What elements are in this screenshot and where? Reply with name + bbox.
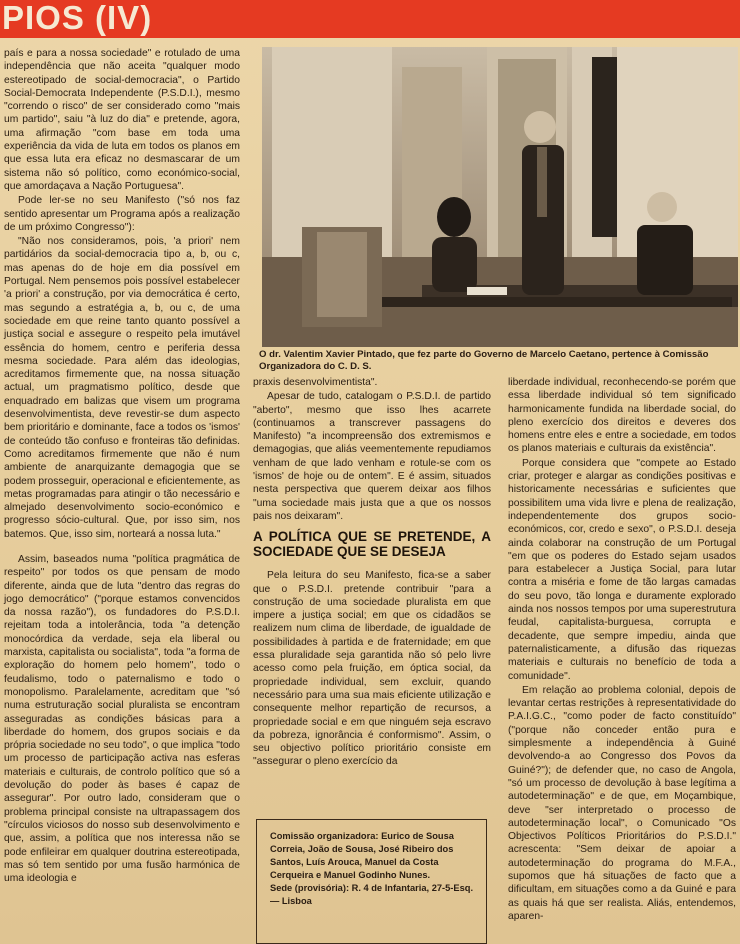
column-1 xyxy=(4,47,240,885)
news-photo xyxy=(262,47,738,347)
col3-para-3: Em relação ao problema colonial, depois de levantar certas restrições à representatividade do P.A.I.G.C., "como poder de facto constituído" ("porque não conceder então pura e simplesmente a independência à Guiné devolvendo-a ao Congresso dos Povos da Guiné?"); de defender que, no caso de Angola, "só um processo de devolução à base legítima a autodeterminação" e de que, em Moçambique, deve "ser interpretado o processo de autodeterminação local", o Comunicado "Os Objectivos Políticos Prioritários do P.S.D.I." acrescenta: "Sem deixar de apoiar a autodeterminação do programa do M.F.A., supomos que há situações de facto que a dificultam, em situações como a da Guiné e para as quais há que ser realista. Aliás, entendemos, aparen- xyxy=(508,684,736,922)
section-header-bar xyxy=(0,0,740,38)
col3-para-1: liberdade individual, reconhecendo-se porém que essa liberdade individual só tem significado harmonicamente fundida na liberdade social, do pleno exercício dos direitos e deveres dos homens entre eles e entre a sociedade, em todos os planos materiais e culturais da existência". xyxy=(508,377,736,455)
col3-para-2: Porque considera que "compete ao Estado criar, proteger e alargar as condições positivas e historicamente necessárias e suficientes que possibilitem uma vida livre e plena de realização, independentemente dos grupos socio-económicos, cor, credo e sexo", o P.S.D.I. deseja ainda colaborar na construção de um Portugal "em que os poderes do Estado sejam usados para estabelecer a Justiça Social, para lutar contra a miséria e fome de tão largas camadas do seu povo, tão longa e duramente explorado ainda nos nossos tempos por uma superestrutura feudal, capitalista-burguesa, corrupta e decadente, que sempre impediu, ainda que paternalisticamente, a difusão das riquezas materiais e culturais no benefício de toda a comunidade". xyxy=(508,457,736,682)
meeting-photo-illustration xyxy=(262,47,738,347)
col2-para-3: Pela leitura do seu Manifesto, fica-se a saber que o P.S.D.I. pretende contribuir "para a construção de uma sociedade pluralista em que impere a justiça social; em que os cidadãos se realizem num clima de liberdade, de igualdade de possibilidades à partida e de fraternidade; em que essa pluralidade seja garantida não só pelo livre acesso como pela fruição, em óptica social, da propriedade individual, sem excluir, quando necessário para uma sua mais eficiente utilização e consequente melhor repartição de recursos, a propriedade social e em que ninguém seja escravo da pobreza, ignorância é conformismo". Assim, o seu objectivo político prioritário consiste em "assegurar o pleno exercício da xyxy=(253,570,491,768)
col1-para-3: "Não nos consideramos, pois, 'a priori' nem partidários da social-democracia tipo a, b, ou c, mas apenas do de hoje em dia possível em Portugal. Nem pensemos pois possível estabelecer 'a priori' a construção, por via democrática é certo, mas segundo a estratégia a, b, ou c, de uma sociedade em que reine tanto quanto possível a justiça social e assegure o respeito pela imutável essência do homem, centro e periferia dessa mesma sociedade. Para além das ideologias, acreditamos firmemente que, na nossa situação actual, um pragmatismo político, desde que enquadrado em balizas que visem um programa desenvolvimentista, deve revestir-se dum aspecto bem prioritário e dominante, face a todos os 'ismos' de conteúdo tão confuso e fronteiras tão definidas. Como acreditamos firmemente que não é num ambiente de anarquizante demagogia que se podem prosseguir, operacional e eficientemente, as metas programadas para atingir o tão necessário e almejado desenvolvimento socio-económico e progresso sócio-cultural. Que, por isso sim, nos batemos. Que, isso sim, norteará a nossa luta." xyxy=(4,236,240,540)
organizing-committee-box xyxy=(256,819,487,944)
col1-para-4: Assim, baseados numa "política pragmática de respeito" por todos os que pensam de modo diferente, ainda que de luta "dentro das regras do jogo democrático" ("porque estamos convencidos da nossa razão"), os fundadores do P.S.D.I. rejeitam toda a intolerância, toda "a detenção monocórdica da verdade, seja ela liberal ou marxista, capitalista ou socialista", toda "a forma de exploração do homem pelo homem", todo o feudalismo, todo o paternalismo e todo o monopolismo. Paralelamente, acreditam que "só numa estruturação social pluralista se encontram asseguradas as condições básicas para a liberdade do homem, dos grupos sociais e da própria sociedade no seu todo", o que implica "todo um processo de participação activa nas esferas materiais e culturais, de controlo político que só a devolução do poder às bases é capaz de assegurar". Por outro lado, consideram que o problema principal consiste na ultrapassagem dos "círculos viciosos do nosso sub desenvolvimento e que, assim, a política que nos interessa não se pode enfileirar em qualquer doutrina estereotipada, mas só tem sentido por uma fusão harmónica de uma ideologia e xyxy=(4,553,240,885)
photo-caption: O dr. Valentim Xavier Pintado, que fez parte do Governo de Marcelo Caetano, pertence à Comissão Organizadora do C. D. S. xyxy=(259,349,709,372)
column-2 xyxy=(253,376,491,769)
col2-para-1: praxis desenvolvimentista". xyxy=(253,377,378,388)
box-committee-line: Comissão organizadora: Eurico de Sousa Correia, João de Sousa, José Ribeiro dos Santos, Luís Arouca, Manuel da Costa Cerqueira e Manuel Godinho Nunes. xyxy=(270,831,454,880)
subheading: A POLÍTICA QUE SE PRETENDE, A SOCIEDADE QUE SE DESEJA xyxy=(253,529,491,560)
col2-para-2: Apesar de tudo, catalogam o P.S.D.I. de partido "aberto", mesmo que isso lhes acarrete (continuamos a transcrever passagens do Manifesto) "a incompreensão dos extremismos e demagogias, que aliás veementemente repudiamos venham de que lado venham e rotule-se com os 'ismos' de hoje ou de ontem". E é assim, situados nesta perspectiva que querem deixar aos filhos "uma sociedade mais justa que a que os nossos pais nos deixaram". xyxy=(253,391,491,522)
column-3 xyxy=(508,376,736,923)
col1-para-2: Pode ler-se no seu Manifesto ("só nos faz sentido apresentar um Programa após a realização de um próximo Congresso"): xyxy=(4,195,240,233)
section-title: PIOS (IV) xyxy=(2,0,153,36)
box-address-line: Sede (provisória): R. 4 de Infantaria, 27-5-Esq. — Lisboa xyxy=(270,883,474,906)
col1-para-1: país e para a nossa sociedade" e rotulado de uma independência que não aceita "qualquer modo estereotipado de social-democracia", o Partido Social-Democrata Independente (P.S.D.I.), mesmo "correndo o risco" de ser considerado como "mais um partido", saiu "à luz do dia" e pretende, agora, uma afirmação "com base em toda uma experiência da vida de luta em todos os planos em que essa luta era eficaz no desmascarar de um sistema não só político, como económico-social, que amordaçava a Nação Portuguesa". xyxy=(4,48,240,192)
